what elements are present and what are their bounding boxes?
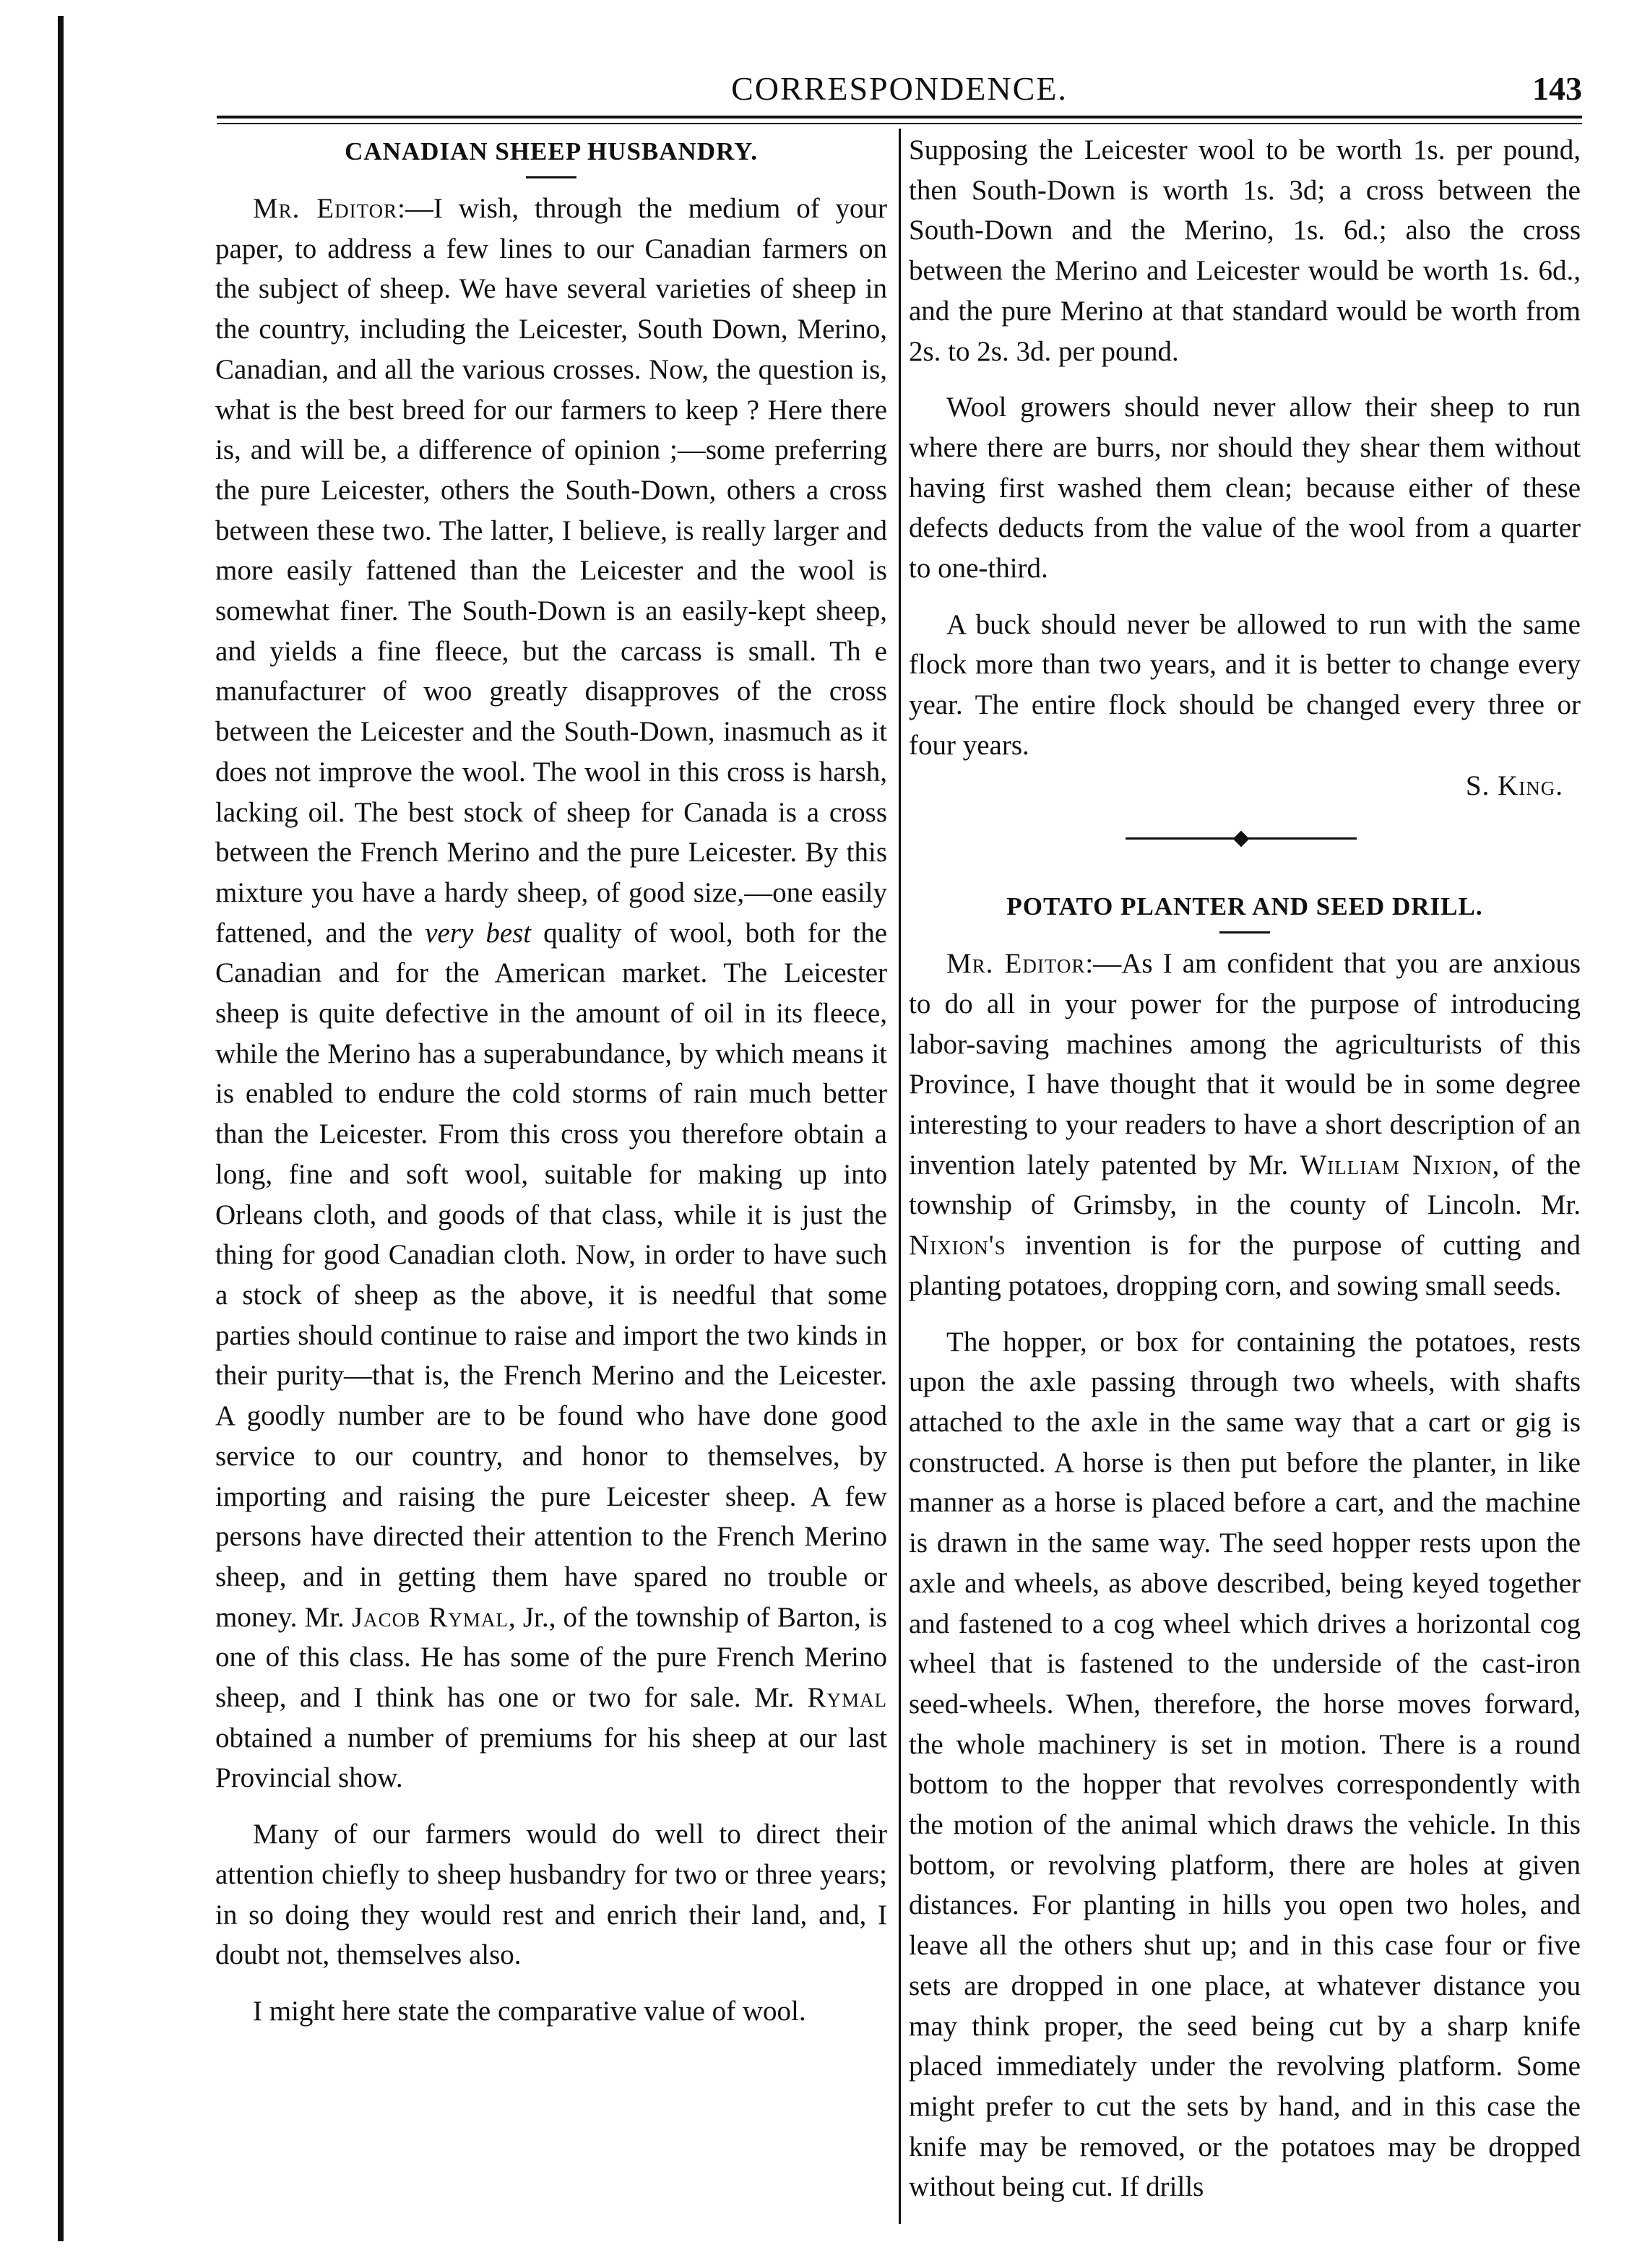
signature-line [909, 766, 1581, 806]
header-rule-bottom [217, 123, 1582, 124]
column-divider [899, 129, 901, 2224]
signature: S. King. [1465, 769, 1563, 801]
page-header [217, 69, 1582, 113]
article-paragraph: Wool growers should never allow their sheep to run where there are burrs, nor should they shear them without having first washed them clean; because either of these defects deducts from the value of the wool from a quarter to one-third. [909, 392, 1581, 585]
separator-ornament [1233, 831, 1250, 848]
header-rule-top [217, 116, 1582, 118]
page-edge-rule [58, 16, 64, 2241]
article-paragraph: Supposing the Leicester wool to be worth 1s. per pound, then South-Down is worth 1s. 3d; a cross between the South-Down and the Merino, 1s. 6d.; also the cross between the Merino and Leicester would be worth 1s. 6d., and the pure Merino at that standard would be worth from 2s. to 2s. 3d. per pound. [909, 134, 1581, 367]
salutation: Mr. Editor [946, 948, 1086, 980]
right-column [909, 130, 1581, 2207]
article-paragraph: A buck should never be allowed to run with the same flock more than two years, and it is better to change every year. The entire flock should be changed every three or four years. [909, 608, 1581, 761]
article-paragraph: Many of our farmers would do well to direct their attention chiefly to sheep husbandry for two or three years; in so doing they would rest and enrich their land, and, I doubt not, themselves also. [215, 1819, 887, 1971]
article-paragraph: Mr. Editor:—I wish, through the medium of your paper, to address a few lines to our Canadian farmers on the subject of sheep. We have several varieties of sheep in the country, including the Leicester, South Down, Merino, Canadian, and all the various crosses. Now, the question is, what is the best breed for our farmers to keep ? Here there is, and will be, a difference of opinion ;—some preferring the pure Leicester, others the South-Down, others a cross between these two. The latter, I believe, is really larger and more easily fattened than the Leicester and the wool is somewhat finer. The South-Down is an easily-kept sheep, and yields a fine fleece, but the carcass is small. Th e manufacturer of woo greatly disapproves of the cross between the Leicester and the South-Down, inasmuch as it does not improve the wool. The wool in this cross is harsh, lacking oil. The best stock of sheep for Canada is a cross between the French Merino and the pure Leicester. By this mixture you have a hardy sheep, of good size,—one easily fattened, and the very best quality of wool, both for the Canadian and for the American market. The Leicester sheep is quite defective in the amount of oil in its fleece, while the Merino has a superabundance, by which means it is enabled to endure the cold storms of rain much better than the Leicester. From this cross you therefore obtain a long, fine and soft wool, suitable for making up into Orleans cloth, and goods of that class, while it is just the thing for good Canadian cloth. Now, in order to have such a stock of sheep as the above, it is needful that some parties should continue to raise and import the two kinds in their purity—that is, the French Merino and the Leicester. A goodly number are to be found who have done good service to our country, and honor to themselves, by importing and raising the pure Leicester sheep. A few persons have directed their attention to the French Merino sheep, and in getting them have spared no trouble or money. Mr. Jacob Rymal, Jr., of the township of Barton, is one of this class. He has some of the pure French Merino sheep, and I think has one or two for sale. Mr. Rymal obtained a number of premiums for his sheep at our last Provincial show. [215, 193, 888, 1794]
heading-rule [526, 176, 576, 178]
emphasis: very best [425, 917, 532, 949]
section-separator [909, 806, 1581, 885]
article-heading-potato: POTATO PLANTER AND SEED DRILL. [1006, 892, 1483, 921]
article-heading-sheep: CANADIAN SHEEP HUSBANDRY. [345, 137, 758, 165]
article-paragraph: The hopper, or box for containing the potatoes, rests upon the axle passing through two wheels, with shafts attached to the axle in the same way that a cart or gig is constructed. A horse is then put before the planter, in like manner as a horse is placed before a cart, and the machine is drawn in the same way. The seed hopper rests upon the axle and wheels, as above described, being keyed together and fastened to a cog wheel which drives a horizontal cog wheel that is fastened to the underside of the cast-iron seed-wheels. When, therefore, the horse moves forward, the whole machinery is set in motion. There is a round bottom to the hopper that revolves correspondently with the motion of the animal which draws the vehicle. In this bottom, or revolving platform, there are holes at given distances. For planting in hills you open two holes, and leave all the others shut up; and in this case four or five sets are dropped in one place, at whatever distance you may think proper, the seed being cut by a sharp knife placed immediately under the revolving platform. Some might prefer to cut the sets by hand, and in this case the knife may be removed, or the potatoes may be dropped without being cut. If drills [909, 1326, 1581, 2203]
person-name: Rymal [807, 1682, 888, 1714]
section-title: CORRESPONDENCE. [731, 70, 1068, 107]
left-column [215, 130, 887, 2032]
article-paragraph: Mr. Editor:—As I am confident that you are anxious to do all in your power for the purpose of introducing labor-saving machines among the agriculturists of this Province, I have thought that it would be in some degree interesting to your readers to have a short description of an invention lately patented by Mr. William Nixion, of the township of Grimsby, in the county of Lincoln. Mr. Nixion's invention is for the purpose of cutting and planting potatoes, dropping corn, and sowing small seeds. [909, 948, 1581, 1301]
salutation: Mr. Editor [253, 193, 398, 224]
person-name: Nixion's [909, 1230, 1006, 1262]
heading-rule [1219, 931, 1270, 933]
person-name: William Nixion [1300, 1149, 1493, 1181]
article-paragraph: I might here state the comparative value of wool. [253, 1995, 806, 2027]
person-name: Jacob Rymal [352, 1601, 509, 1633]
page-number: 143 [1532, 70, 1582, 107]
